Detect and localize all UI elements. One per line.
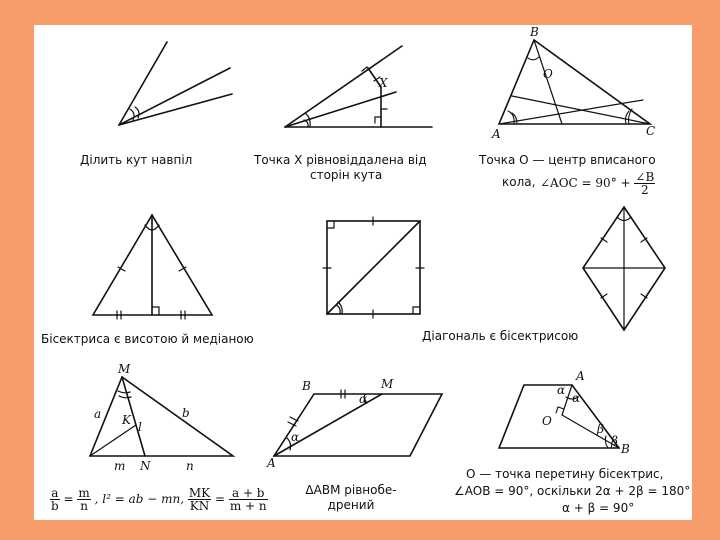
frac-m-n-den: n	[80, 499, 88, 513]
frac-mk-kn-num: MK	[188, 486, 211, 500]
label-m-vertex: M	[381, 377, 394, 391]
frac-ab-mn-den: m + n	[229, 499, 267, 513]
caption-trapezoid-line1: O — точка перетину бісектрис,	[466, 467, 664, 481]
label-a-vertex: A	[267, 456, 276, 470]
frac-a-b-num: a	[51, 486, 59, 500]
label-x: X	[379, 76, 388, 90]
caption-equidistant-line1: Точка X рівновіддалена від	[254, 153, 427, 167]
formula-aoc	[540, 171, 655, 196]
formula-bisector-ratio	[50, 487, 268, 512]
square-diagonal-figure	[323, 217, 424, 318]
formula-eq3: =	[214, 492, 226, 506]
caption-trapezoid-line3: α + β = 90°	[562, 501, 635, 515]
label-b-vertex: B	[302, 379, 311, 393]
label-o: O	[543, 67, 553, 81]
label-a-side: a	[94, 407, 102, 421]
frac-m-n-num: m	[78, 486, 90, 500]
frac-m-n	[77, 487, 90, 512]
geometry-figures	[34, 25, 692, 520]
incenter-figure	[499, 40, 650, 124]
caption-trapezoid-line2: ∠AOB = 90°, оскільки 2α + 2β = 180°	[454, 484, 691, 498]
label-alpha-m: α	[359, 392, 368, 406]
isosceles-triangle-figure	[93, 215, 212, 319]
caption-diagonal-bisector: Діагональ є бісектрисою	[422, 329, 579, 343]
frac-mk-kn-den: KN	[189, 499, 210, 513]
caption-angle-bisector: Ділить кут навпіл	[80, 153, 193, 167]
label-m-segment: m	[114, 459, 126, 473]
label-n-point: N	[140, 459, 151, 473]
formula-bisector-length: , l² = ab − mn,	[94, 492, 185, 506]
formula-aoc-fraction	[634, 171, 655, 196]
label-a: A	[492, 127, 501, 141]
label-b-side: b	[182, 406, 190, 420]
equidistant-point-figure	[285, 46, 432, 127]
frac-mk-kn	[188, 487, 211, 512]
caption-equidistant-line2: сторін кута	[310, 168, 383, 182]
label-alpha-a: α	[291, 430, 300, 444]
formula-eq1: =	[63, 492, 74, 506]
label-alpha-right: α	[572, 391, 581, 405]
caption-bisector-height-median: Бісектриса є висотою й медіаною	[41, 332, 254, 346]
formula-aoc-lhs: ∠AOC = 90° +	[540, 176, 631, 190]
frac-ab-mn	[229, 487, 268, 512]
caption-isosceles-line2: дрений	[327, 498, 375, 512]
frac-a-b-den: b	[51, 499, 59, 513]
rhombus-figure	[583, 207, 665, 330]
label-b: B	[530, 25, 539, 39]
formula-aoc-num: ∠B	[635, 170, 655, 184]
angle-bisector-figure	[119, 42, 232, 125]
label-o-point: O	[542, 414, 552, 428]
label-beta-lower: β	[611, 434, 618, 448]
label-a-top: A	[576, 369, 585, 383]
caption-isosceles-line1: ΔABM рівнобе-	[305, 483, 397, 497]
label-k: K	[122, 413, 131, 427]
label-alpha-left: α	[557, 383, 566, 397]
label-c: C	[646, 124, 656, 138]
frac-ab-mn-num: a + b	[229, 487, 268, 500]
label-beta-upper: β	[597, 422, 604, 436]
caption-incenter-line1: Точка O — центр вписаного	[479, 153, 656, 167]
label-b-corner: B	[621, 442, 630, 456]
parallelogram-figure	[274, 390, 442, 456]
frac-a-b	[50, 487, 60, 512]
label-m: M	[118, 362, 131, 376]
label-n-segment: n	[186, 459, 194, 473]
bisector-triangle-figure	[90, 377, 233, 456]
slide-sheet	[34, 25, 692, 520]
caption-incenter-line2: кола,	[502, 175, 536, 189]
formula-aoc-den: 2	[641, 183, 649, 197]
label-l: l	[138, 420, 142, 434]
